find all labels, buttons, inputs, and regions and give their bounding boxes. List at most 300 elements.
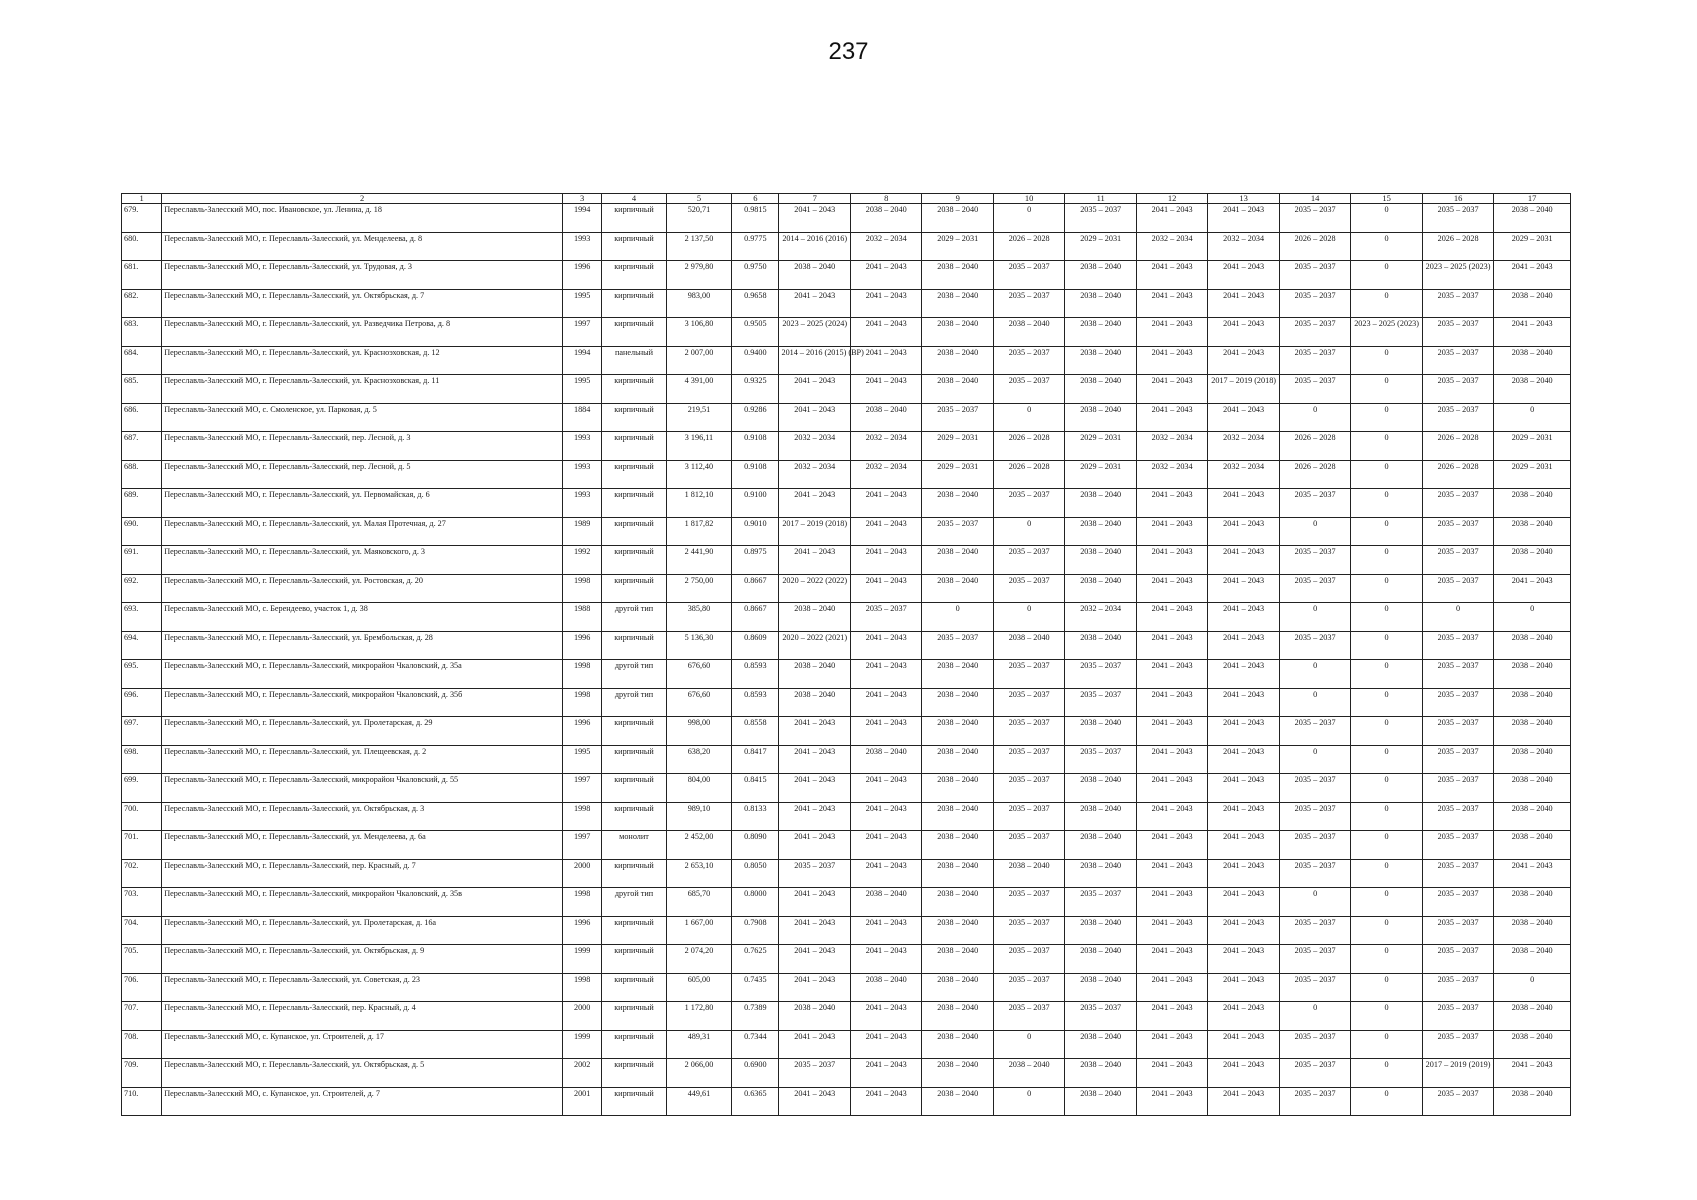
table-cell: 2041 – 2043 — [850, 346, 921, 375]
table-cell: 2041 – 2043 — [850, 517, 921, 546]
table-cell: кирпичный — [602, 1030, 666, 1059]
table-cell: Переславль-Залесский МО, г. Переславль-Залесский, ул. Октябрьская, д. 7 — [162, 289, 563, 318]
table-cell: 2041 – 2043 — [1136, 802, 1207, 831]
table-cell: 1 667,00 — [666, 916, 731, 945]
table-cell: 2041 – 2043 — [779, 289, 850, 318]
table-cell: 703. — [122, 888, 162, 917]
table-cell: 2035 – 2037 — [993, 888, 1064, 917]
table-cell: 0 — [1279, 745, 1350, 774]
table-cell: 2035 – 2037 — [993, 489, 1064, 518]
table-cell: кирпичный — [602, 1059, 666, 1088]
table-cell: 1997 — [563, 318, 602, 347]
table-cell: 0.8593 — [732, 660, 779, 689]
table-cell: Переславль-Залесский МО, г. Переславль-Залесский, ул. Октябрьская, д. 3 — [162, 802, 563, 831]
table-cell: 2041 – 2043 — [1136, 403, 1207, 432]
table-cell: 2035 – 2037 — [779, 859, 850, 888]
table-cell: 2038 – 2040 — [1494, 631, 1571, 660]
table-cell: 2038 – 2040 — [922, 574, 993, 603]
table-cell: 998,00 — [666, 717, 731, 746]
table-cell: 1995 — [563, 375, 602, 404]
table-cell: 2032 – 2034 — [779, 432, 850, 461]
table-cell: 2035 – 2037 — [1422, 774, 1493, 803]
table-cell: 2035 – 2037 — [1422, 688, 1493, 717]
table-cell: 1998 — [563, 973, 602, 1002]
table-cell: 2041 – 2043 — [1208, 745, 1279, 774]
table-cell: 0.8593 — [732, 688, 779, 717]
table-cell: 0.9815 — [732, 204, 779, 233]
table-cell: 2035 – 2037 — [1065, 1002, 1136, 1031]
table-cell: 2035 – 2037 — [922, 403, 993, 432]
table-cell: 5 136,30 — [666, 631, 731, 660]
table-cell: 2041 – 2043 — [779, 717, 850, 746]
table-cell: 2035 – 2037 — [1422, 403, 1493, 432]
table-cell: 2041 – 2043 — [1208, 831, 1279, 860]
column-header: 4 — [602, 194, 666, 204]
table-cell: 2038 – 2040 — [922, 745, 993, 774]
table-cell: 2038 – 2040 — [1494, 916, 1571, 945]
table-cell: 2035 – 2037 — [993, 717, 1064, 746]
table-cell: 0.7344 — [732, 1030, 779, 1059]
table-cell: 2029 – 2031 — [1065, 460, 1136, 489]
table-cell: 2026 – 2028 — [993, 232, 1064, 261]
table-cell: 2038 – 2040 — [922, 1059, 993, 1088]
table-cell: 676,60 — [666, 660, 731, 689]
table-cell: 698. — [122, 745, 162, 774]
table-cell: 2041 – 2043 — [1208, 289, 1279, 318]
table-cell: 2032 – 2034 — [1136, 432, 1207, 461]
table-cell: 2041 – 2043 — [1494, 1059, 1571, 1088]
table-cell: Переславль-Залесский МО, г. Переславль-Залесский, ул. Ростовская, д. 20 — [162, 574, 563, 603]
table-cell: 2032 – 2034 — [1208, 232, 1279, 261]
table-cell: кирпичный — [602, 403, 666, 432]
table-cell: 2035 – 2037 — [922, 631, 993, 660]
table-cell: 0.9108 — [732, 460, 779, 489]
table-cell: 2032 – 2034 — [850, 460, 921, 489]
column-header: 14 — [1279, 194, 1350, 204]
table-cell: Переславль-Залесский МО, г. Переславль-Залесский, ул. Пролетарская, д. 16а — [162, 916, 563, 945]
table-cell: кирпичный — [602, 1002, 666, 1031]
table-cell: 2 750,00 — [666, 574, 731, 603]
table-cell: Переславль-Залесский МО, г. Переславль-Залесский, ул. Советская, д. 23 — [162, 973, 563, 1002]
table-cell: 2035 – 2037 — [993, 289, 1064, 318]
table-cell: 2 653,10 — [666, 859, 731, 888]
table-cell: 1 172,80 — [666, 1002, 731, 1031]
table-cell: 0 — [1351, 1087, 1422, 1116]
table-cell: 2035 – 2037 — [1422, 517, 1493, 546]
table-cell: кирпичный — [602, 460, 666, 489]
table-cell: 2023 – 2025 (2024) — [779, 318, 850, 347]
table-cell: 2038 – 2040 — [1494, 289, 1571, 318]
table-cell: кирпичный — [602, 289, 666, 318]
table-cell: 0 — [993, 403, 1064, 432]
table-cell: 2038 – 2040 — [1494, 774, 1571, 803]
table-cell: 2035 – 2037 — [1279, 204, 1350, 233]
table-cell: 2041 – 2043 — [1208, 1030, 1279, 1059]
table-cell: кирпичный — [602, 517, 666, 546]
table-cell: 2035 – 2037 — [993, 574, 1064, 603]
table-cell: 710. — [122, 1087, 162, 1116]
table-cell: 705. — [122, 945, 162, 974]
table-cell: 2038 – 2040 — [1494, 1002, 1571, 1031]
table-cell: 2038 – 2040 — [1065, 1059, 1136, 1088]
table-cell: 2038 – 2040 — [922, 831, 993, 860]
table-cell: 0 — [1351, 289, 1422, 318]
table-cell: 2038 – 2040 — [922, 802, 993, 831]
column-header: 7 — [779, 194, 850, 204]
table-cell: 2032 – 2034 — [1208, 432, 1279, 461]
table-cell: 2029 – 2031 — [1065, 432, 1136, 461]
table-cell: 2041 – 2043 — [850, 717, 921, 746]
table-cell: 2038 – 2040 — [779, 660, 850, 689]
table-cell: 2035 – 2037 — [1065, 660, 1136, 689]
page-number: 237 — [828, 38, 869, 65]
table-cell: 2014 – 2016 (2016) — [779, 232, 850, 261]
table-cell: 2038 – 2040 — [1494, 375, 1571, 404]
table-cell: 0 — [1351, 1030, 1422, 1059]
table-row — [122, 774, 1571, 803]
table-cell: 0.8090 — [732, 831, 779, 860]
table-cell: 2041 – 2043 — [1208, 973, 1279, 1002]
table-cell: 2038 – 2040 — [922, 1087, 993, 1116]
table-cell: 2038 – 2040 — [922, 375, 993, 404]
table-cell: 2035 – 2037 — [1065, 688, 1136, 717]
table-cell: 683. — [122, 318, 162, 347]
table-cell: 2038 – 2040 — [779, 261, 850, 290]
column-header: 11 — [1065, 194, 1136, 204]
table-cell: 2 979,80 — [666, 261, 731, 290]
table-cell: 2029 – 2031 — [922, 432, 993, 461]
column-header: 3 — [563, 194, 602, 204]
table-cell: 2035 – 2037 — [1422, 1030, 1493, 1059]
table-cell: 2035 – 2037 — [1422, 289, 1493, 318]
table-cell: 0 — [1351, 517, 1422, 546]
column-header: 5 — [666, 194, 731, 204]
table-cell: 0 — [1351, 774, 1422, 803]
table-cell: 2026 – 2028 — [1279, 460, 1350, 489]
table-cell: 2035 – 2037 — [1279, 831, 1350, 860]
table-cell: 676,60 — [666, 688, 731, 717]
table-cell: 2041 – 2043 — [1136, 717, 1207, 746]
table-cell: 2041 – 2043 — [779, 546, 850, 575]
table-cell: Переславль-Залесский МО, г. Переславль-Залесский, ул. Брембольская, д. 28 — [162, 631, 563, 660]
header-row — [122, 194, 1571, 204]
register-table-container — [121, 193, 1571, 1116]
table-row — [122, 660, 1571, 689]
table-cell: 2038 – 2040 — [922, 346, 993, 375]
table-cell: 2041 – 2043 — [1208, 346, 1279, 375]
table-cell: 2041 – 2043 — [779, 204, 850, 233]
table-cell: Переславль-Залесский МО, г. Переславль-Залесский, микрорайон Чкаловский, д. 35а — [162, 660, 563, 689]
table-cell: 2 074,20 — [666, 945, 731, 974]
table-cell: 2038 – 2040 — [993, 318, 1064, 347]
table-cell: 2032 – 2034 — [1208, 460, 1279, 489]
table-cell: панельный — [602, 346, 666, 375]
table-cell: 2041 – 2043 — [1494, 318, 1571, 347]
table-cell: 219,51 — [666, 403, 731, 432]
table-cell: 2041 – 2043 — [779, 973, 850, 1002]
table-cell: кирпичный — [602, 261, 666, 290]
table-cell: 2038 – 2040 — [922, 1002, 993, 1031]
table-cell: Переславль-Залесский МО, с. Купанское, ул. Строителей, д. 17 — [162, 1030, 563, 1059]
table-cell: 0 — [993, 204, 1064, 233]
table-cell: кирпичный — [602, 375, 666, 404]
table-cell: 2041 – 2043 — [1208, 1087, 1279, 1116]
table-cell: 0.8050 — [732, 859, 779, 888]
table-cell: 0 — [1351, 688, 1422, 717]
table-cell: 2035 – 2037 — [993, 916, 1064, 945]
table-cell: 2041 – 2043 — [1136, 973, 1207, 1002]
table-cell: 2023 – 2025 (2023) — [1422, 261, 1493, 290]
table-cell: Переславль-Залесский МО, г. Переславль-Залесский, ул. Красноэховская, д. 11 — [162, 375, 563, 404]
table-row — [122, 916, 1571, 945]
table-cell: 2029 – 2031 — [1494, 232, 1571, 261]
table-cell: 0 — [1351, 603, 1422, 632]
column-header: 9 — [922, 194, 993, 204]
table-cell: 2017 – 2019 (2019) — [1422, 1059, 1493, 1088]
table-cell: 702. — [122, 859, 162, 888]
table-cell: 1 817,82 — [666, 517, 731, 546]
table-cell: 2035 – 2037 — [1279, 1087, 1350, 1116]
table-cell: 0 — [1351, 916, 1422, 945]
table-cell: 2035 – 2037 — [1279, 546, 1350, 575]
table-cell: кирпичный — [602, 745, 666, 774]
table-cell: 1995 — [563, 745, 602, 774]
table-cell: 0 — [1279, 603, 1350, 632]
table-cell: 1999 — [563, 1030, 602, 1059]
table-cell: 2041 – 2043 — [1208, 774, 1279, 803]
table-cell: кирпичный — [602, 774, 666, 803]
table-cell: 2041 – 2043 — [850, 574, 921, 603]
table-row — [122, 802, 1571, 831]
table-cell: 2038 – 2040 — [1065, 973, 1136, 1002]
table-cell: 2038 – 2040 — [922, 546, 993, 575]
table-cell: 1996 — [563, 261, 602, 290]
table-cell: 0 — [1351, 717, 1422, 746]
table-cell: 2035 – 2037 — [1422, 489, 1493, 518]
table-cell: 2038 – 2040 — [1065, 802, 1136, 831]
table-cell: 2041 – 2043 — [1136, 831, 1207, 860]
table-cell: 2035 – 2037 — [1279, 802, 1350, 831]
table-row — [122, 831, 1571, 860]
table-cell: 0 — [1351, 375, 1422, 404]
table-cell: 2041 – 2043 — [1136, 945, 1207, 974]
table-cell: 0.8000 — [732, 888, 779, 917]
register-table — [121, 193, 1571, 1116]
table-row — [122, 1030, 1571, 1059]
table-cell: 2035 – 2037 — [1422, 916, 1493, 945]
table-cell: 4 391,00 — [666, 375, 731, 404]
table-cell: 2026 – 2028 — [1279, 432, 1350, 461]
table-cell: 690. — [122, 517, 162, 546]
table-cell: 2026 – 2028 — [1422, 232, 1493, 261]
table-cell: 2 137,50 — [666, 232, 731, 261]
table-cell: Переславль-Залесский МО, г. Переславль-Залесский, ул. Красноэховская, д. 12 — [162, 346, 563, 375]
table-cell: 2035 – 2037 — [1279, 489, 1350, 518]
table-cell: 2041 – 2043 — [1208, 546, 1279, 575]
table-cell: 520,71 — [666, 204, 731, 233]
table-cell: 2035 – 2037 — [1422, 375, 1493, 404]
table-cell: 2038 – 2040 — [1494, 517, 1571, 546]
table-cell: 2041 – 2043 — [850, 688, 921, 717]
table-cell: 2035 – 2037 — [1422, 717, 1493, 746]
table-cell: 0 — [1279, 888, 1350, 917]
table-cell: 1988 — [563, 603, 602, 632]
table-cell: 0 — [1279, 660, 1350, 689]
table-cell: Переславль-Залесский МО, г. Переславль-Залесский, пер. Лесной, д. 3 — [162, 432, 563, 461]
table-cell: 2035 – 2037 — [1279, 973, 1350, 1002]
table-cell: 2035 – 2037 — [779, 1059, 850, 1088]
table-cell: 2041 – 2043 — [850, 831, 921, 860]
table-cell: 0 — [993, 517, 1064, 546]
table-cell: 0 — [993, 603, 1064, 632]
table-cell: 2041 – 2043 — [850, 289, 921, 318]
column-header: 6 — [732, 194, 779, 204]
table-row — [122, 517, 1571, 546]
table-cell: 2038 – 2040 — [1065, 261, 1136, 290]
table-cell: 679. — [122, 204, 162, 233]
table-cell: 2035 – 2037 — [1422, 802, 1493, 831]
table-cell: 0.6900 — [732, 1059, 779, 1088]
table-cell: 2035 – 2037 — [1279, 916, 1350, 945]
table-cell: 1 812,10 — [666, 489, 731, 518]
table-cell: 2038 – 2040 — [922, 888, 993, 917]
table-cell: 2041 – 2043 — [1136, 1059, 1207, 1088]
table-cell: 2041 – 2043 — [1136, 346, 1207, 375]
table-cell: 989,10 — [666, 802, 731, 831]
table-cell: 0 — [1351, 546, 1422, 575]
table-cell: 2038 – 2040 — [993, 1059, 1064, 1088]
table-cell: 2035 – 2037 — [1422, 888, 1493, 917]
table-cell: 2038 – 2040 — [779, 1002, 850, 1031]
table-cell: 0.9775 — [732, 232, 779, 261]
table-cell: 2038 – 2040 — [1065, 916, 1136, 945]
table-cell: 0 — [922, 603, 993, 632]
table-cell: 2032 – 2034 — [1065, 603, 1136, 632]
column-header: 2 — [162, 194, 563, 204]
table-cell: 2035 – 2037 — [1422, 859, 1493, 888]
table-cell: 638,20 — [666, 745, 731, 774]
table-cell: 2035 – 2037 — [1279, 774, 1350, 803]
table-cell: 1989 — [563, 517, 602, 546]
table-cell: Переславль-Залесский МО, г. Переславль-Залесский, микрорайон Чкаловский, д. 35б — [162, 688, 563, 717]
table-cell: 2041 – 2043 — [1494, 859, 1571, 888]
table-cell: 2038 – 2040 — [1494, 745, 1571, 774]
table-cell: 2041 – 2043 — [1208, 517, 1279, 546]
table-cell: 0.6365 — [732, 1087, 779, 1116]
table-cell: 0 — [1351, 489, 1422, 518]
table-row — [122, 403, 1571, 432]
table-cell: 2041 – 2043 — [1208, 261, 1279, 290]
table-cell: 2041 – 2043 — [1136, 261, 1207, 290]
table-cell: 0 — [1351, 859, 1422, 888]
table-cell: 2041 – 2043 — [1208, 802, 1279, 831]
table-cell: 696. — [122, 688, 162, 717]
table-cell: 0 — [1422, 603, 1493, 632]
table-cell: 0 — [1351, 973, 1422, 1002]
table-cell: 2038 – 2040 — [922, 489, 993, 518]
table-cell: 2038 – 2040 — [922, 204, 993, 233]
table-cell: 684. — [122, 346, 162, 375]
table-cell: 2041 – 2043 — [1136, 774, 1207, 803]
table-cell: 1992 — [563, 546, 602, 575]
table-cell: 2041 – 2043 — [1136, 574, 1207, 603]
table-cell: кирпичный — [602, 489, 666, 518]
table-cell: Переславль-Залесский МО, г. Переславль-Залесский, ул. Пролетарская, д. 29 — [162, 717, 563, 746]
table-cell: 2035 – 2037 — [1065, 745, 1136, 774]
table-cell: 1993 — [563, 432, 602, 461]
table-cell: 2041 – 2043 — [850, 802, 921, 831]
table-cell: 2041 – 2043 — [1208, 888, 1279, 917]
table-cell: 2038 – 2040 — [1065, 489, 1136, 518]
table-cell: 2035 – 2037 — [993, 831, 1064, 860]
table-cell: 2038 – 2040 — [1065, 774, 1136, 803]
table-cell: 0 — [1351, 460, 1422, 489]
table-cell: Переславль-Залесский МО, г. Переславль-Залесский, ул. Первомайская, д. 6 — [162, 489, 563, 518]
table-row — [122, 460, 1571, 489]
table-cell: 2017 – 2019 (2018) — [779, 517, 850, 546]
table-cell: 2035 – 2037 — [1279, 859, 1350, 888]
table-cell: 0 — [1351, 432, 1422, 461]
table-cell: 2038 – 2040 — [850, 888, 921, 917]
table-cell: другой тип — [602, 603, 666, 632]
table-cell: Переславль-Залесский МО, г. Переславль-Залесский, пер. Красный, д. 4 — [162, 1002, 563, 1031]
table-cell: 2041 – 2043 — [1136, 289, 1207, 318]
table-cell: 0 — [993, 1087, 1064, 1116]
table-cell: кирпичный — [602, 717, 666, 746]
table-cell: 2026 – 2028 — [993, 432, 1064, 461]
table-cell: 2032 – 2034 — [779, 460, 850, 489]
table-cell: 2038 – 2040 — [1494, 546, 1571, 575]
table-cell: 685. — [122, 375, 162, 404]
table-cell: 2029 – 2031 — [922, 232, 993, 261]
table-cell: 2041 – 2043 — [1136, 688, 1207, 717]
table-cell: 0 — [1351, 346, 1422, 375]
table-cell: 2035 – 2037 — [993, 261, 1064, 290]
table-cell: 2029 – 2031 — [1065, 232, 1136, 261]
table-cell: Переславль-Залесский МО, г. Переславль-Залесский, пер. Лесной, д. 5 — [162, 460, 563, 489]
table-cell: Переславль-Залесский МО, с. Берендеево, участок 1, д. 38 — [162, 603, 563, 632]
table-cell: 0.7435 — [732, 973, 779, 1002]
table-cell: 0 — [1351, 261, 1422, 290]
table-cell: 2041 – 2043 — [1136, 489, 1207, 518]
table-cell: 2038 – 2040 — [1065, 318, 1136, 347]
table-row — [122, 631, 1571, 660]
table-cell: 2041 – 2043 — [779, 888, 850, 917]
table-cell: 0 — [1351, 945, 1422, 974]
table-cell: 0 — [1351, 403, 1422, 432]
table-cell: кирпичный — [602, 204, 666, 233]
table-cell: 1998 — [563, 802, 602, 831]
column-header: 13 — [1208, 194, 1279, 204]
table-cell: 2041 – 2043 — [779, 375, 850, 404]
table-cell: 2035 – 2037 — [1279, 631, 1350, 660]
table-cell: 1884 — [563, 403, 602, 432]
table-cell: 449,61 — [666, 1087, 731, 1116]
table-cell: кирпичный — [602, 916, 666, 945]
column-header: 8 — [850, 194, 921, 204]
table-cell: кирпичный — [602, 859, 666, 888]
table-cell: 699. — [122, 774, 162, 803]
column-header: 1 — [122, 194, 162, 204]
table-cell: 2035 – 2037 — [993, 973, 1064, 1002]
table-row — [122, 688, 1571, 717]
table-cell: 2026 – 2028 — [1279, 232, 1350, 261]
table-cell: 2038 – 2040 — [1494, 717, 1571, 746]
table-cell: 1994 — [563, 204, 602, 233]
table-cell: 2020 – 2022 (2022) — [779, 574, 850, 603]
table-cell: Переславль-Залесский МО, г. Переславль-Залесский, микрорайон Чкаловский, д. 35в — [162, 888, 563, 917]
table-cell: 2038 – 2040 — [1494, 660, 1571, 689]
